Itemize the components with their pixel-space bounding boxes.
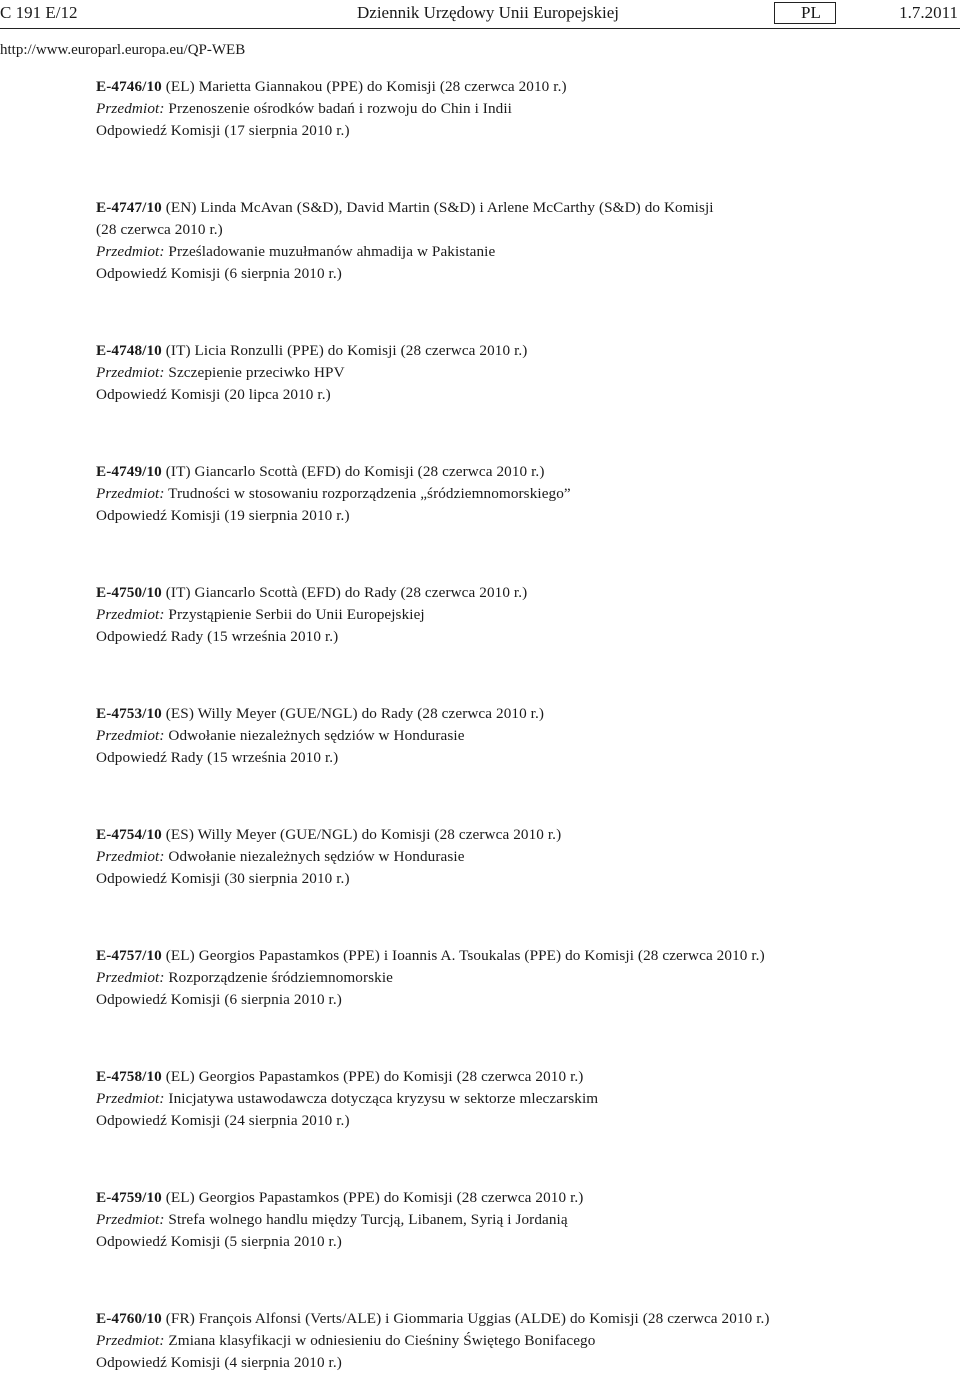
question-line (96, 1066, 946, 1088)
subject-label: Przedmiot: (96, 243, 165, 260)
answer-line: Odpowiedź Rady (15 września 2010 r.) (96, 749, 339, 766)
subject-label: Przedmiot: (96, 1211, 165, 1228)
question-line (96, 1187, 946, 1209)
question-entry (96, 703, 946, 769)
question-number: E-4746/10 (96, 78, 162, 95)
question-details: (FR) François Alfonsi (Verts/ALE) i Giommaria Uggias (ALDE) do Komisji (28 czerwca 2010 r.) (161, 1310, 770, 1327)
answer-line: Odpowiedź Komisji (5 sierpnia 2010 r.) (96, 1233, 342, 1250)
question-entry (96, 1308, 946, 1374)
subject-line (96, 725, 946, 747)
question-number: E-4759/10 (96, 1189, 162, 1206)
answer-line: Odpowiedź Komisji (20 lipca 2010 r.) (96, 386, 331, 403)
subject-text: Zmiana klasyfikacji w odniesieniu do Cieśniny Świętego Bonifacego (168, 1332, 596, 1349)
question-number: E-4760/10 (96, 1310, 162, 1327)
question-details: (EL) Georgios Papastamkos (PPE) i Ioannis A. Tsoukalas (PPE) do Komisji (28 czerwca 2010 r.) (161, 947, 765, 964)
subject-label: Przedmiot: (96, 848, 165, 865)
question-list (96, 76, 946, 1374)
answer-line: Odpowiedź Komisji (30 sierpnia 2010 r.) (96, 870, 350, 887)
question-number: E-4748/10 (96, 342, 162, 359)
page-header (0, 0, 960, 32)
question-number: E-4754/10 (96, 826, 162, 843)
question-number: E-4753/10 (96, 705, 162, 722)
subject-text: Szczepienie przeciwko HPV (168, 364, 345, 381)
subject-label: Przedmiot: (96, 606, 165, 623)
language-code-box: PL (774, 2, 836, 24)
question-details: (IT) Giancarlo Scottà (EFD) do Rady (28 czerwca 2010 r.) (161, 584, 528, 601)
question-line (96, 703, 946, 725)
subject-text: Odwołanie niezależnych sędziów w Hondurasie (168, 848, 465, 865)
answer-line: Odpowiedź Komisji (24 sierpnia 2010 r.) (96, 1112, 350, 1129)
subject-line (96, 483, 946, 505)
subject-text: Odwołanie niezależnych sędziów w Hondurasie (168, 727, 465, 744)
question-line (96, 197, 946, 219)
question-line-continued: (28 czerwca 2010 r.) (96, 221, 223, 238)
answer-line: Odpowiedź Komisji (4 sierpnia 2010 r.) (96, 1354, 342, 1371)
subject-text: Strefa wolnego handlu między Turcją, Libanem, Syrią i Jordanią (168, 1211, 568, 1228)
subject-text: Inicjatywa ustawodawcza dotycząca kryzysu w sektorze mleczarskim (168, 1090, 599, 1107)
question-details: (ES) Willy Meyer (GUE/NGL) do Rady (28 czerwca 2010 r.) (161, 705, 545, 722)
question-entry (96, 197, 946, 285)
question-details: (ES) Willy Meyer (GUE/NGL) do Komisji (28 czerwca 2010 r.) (161, 826, 562, 843)
subject-line (96, 362, 946, 384)
subject-line (96, 604, 946, 626)
subject-label: Przedmiot: (96, 727, 165, 744)
answer-line: Odpowiedź Komisji (6 sierpnia 2010 r.) (96, 991, 342, 1008)
subject-text: Trudności w stosowaniu rozporządzenia „śródziemnomorskiego” (168, 485, 571, 502)
subject-text: Prześladowanie muzułmanów ahmadija w Pakistanie (168, 243, 496, 260)
question-number: E-4758/10 (96, 1068, 162, 1085)
subject-label: Przedmiot: (96, 1332, 165, 1349)
question-line (96, 945, 946, 967)
question-entry (96, 824, 946, 890)
subject-label: Przedmiot: (96, 969, 165, 986)
subject-label: Przedmiot: (96, 364, 165, 381)
subject-label: Przedmiot: (96, 100, 165, 117)
subject-line (96, 1209, 946, 1231)
question-number: E-4757/10 (96, 947, 162, 964)
subject-line (96, 846, 946, 868)
subject-text: Przystąpienie Serbii do Unii Europejskiej (168, 606, 425, 623)
question-details: (IT) Licia Ronzulli (PPE) do Komisji (28 czerwca 2010 r.) (161, 342, 528, 359)
subject-line (96, 98, 946, 120)
subject-line (96, 967, 946, 989)
question-line (96, 824, 946, 846)
subject-line (96, 241, 946, 263)
publication-reference: C 191 E/12 (0, 3, 78, 22)
question-details: (EN) Linda McAvan (S&D), David Martin (S&D) i Arlene McCarthy (S&D) do Komisji (161, 199, 714, 216)
question-entry (96, 76, 946, 142)
answer-line: Odpowiedź Rady (15 września 2010 r.) (96, 628, 339, 645)
question-number: E-4747/10 (96, 199, 162, 216)
question-entry (96, 945, 946, 1011)
question-line (96, 76, 946, 98)
question-entry (96, 340, 946, 406)
question-entry (96, 1066, 946, 1132)
subject-line (96, 1088, 946, 1110)
question-number: E-4750/10 (96, 584, 162, 601)
subject-text: Rozporządzenie śródziemnomorskie (168, 969, 394, 986)
question-line (96, 340, 946, 362)
subject-text: Przenoszenie ośrodków badań i rozwoju do Chin i Indii (168, 100, 512, 117)
question-details: (IT) Giancarlo Scottà (EFD) do Komisji (28 czerwca 2010 r.) (161, 463, 545, 480)
question-details: (EL) Georgios Papastamkos (PPE) do Komisji (28 czerwca 2010 r.) (161, 1189, 584, 1206)
header-divider (0, 28, 960, 29)
question-details: (EL) Marietta Giannakou (PPE) do Komisji (28 czerwca 2010 r.) (161, 78, 567, 95)
subject-line (96, 1330, 946, 1352)
answer-line: Odpowiedź Komisji (19 sierpnia 2010 r.) (96, 507, 350, 524)
question-details: (EL) Georgios Papastamkos (PPE) do Komisji (28 czerwca 2010 r.) (161, 1068, 584, 1085)
answer-line: Odpowiedź Komisji (6 sierpnia 2010 r.) (96, 265, 342, 282)
question-entry (96, 1187, 946, 1253)
publication-date: 1.7.2011 (899, 3, 958, 22)
question-number: E-4749/10 (96, 463, 162, 480)
answer-line: Odpowiedź Komisji (17 sierpnia 2010 r.) (96, 122, 350, 139)
question-line (96, 582, 946, 604)
source-url: http://www.europarl.europa.eu/QP-WEB (0, 42, 246, 58)
question-line (96, 1308, 946, 1330)
question-entry (96, 461, 946, 527)
question-entry (96, 582, 946, 648)
question-line (96, 461, 946, 483)
subject-label: Przedmiot: (96, 485, 165, 502)
subject-label: Przedmiot: (96, 1090, 165, 1107)
journal-title: Dziennik Urzędowy Unii Europejskiej (357, 3, 620, 22)
